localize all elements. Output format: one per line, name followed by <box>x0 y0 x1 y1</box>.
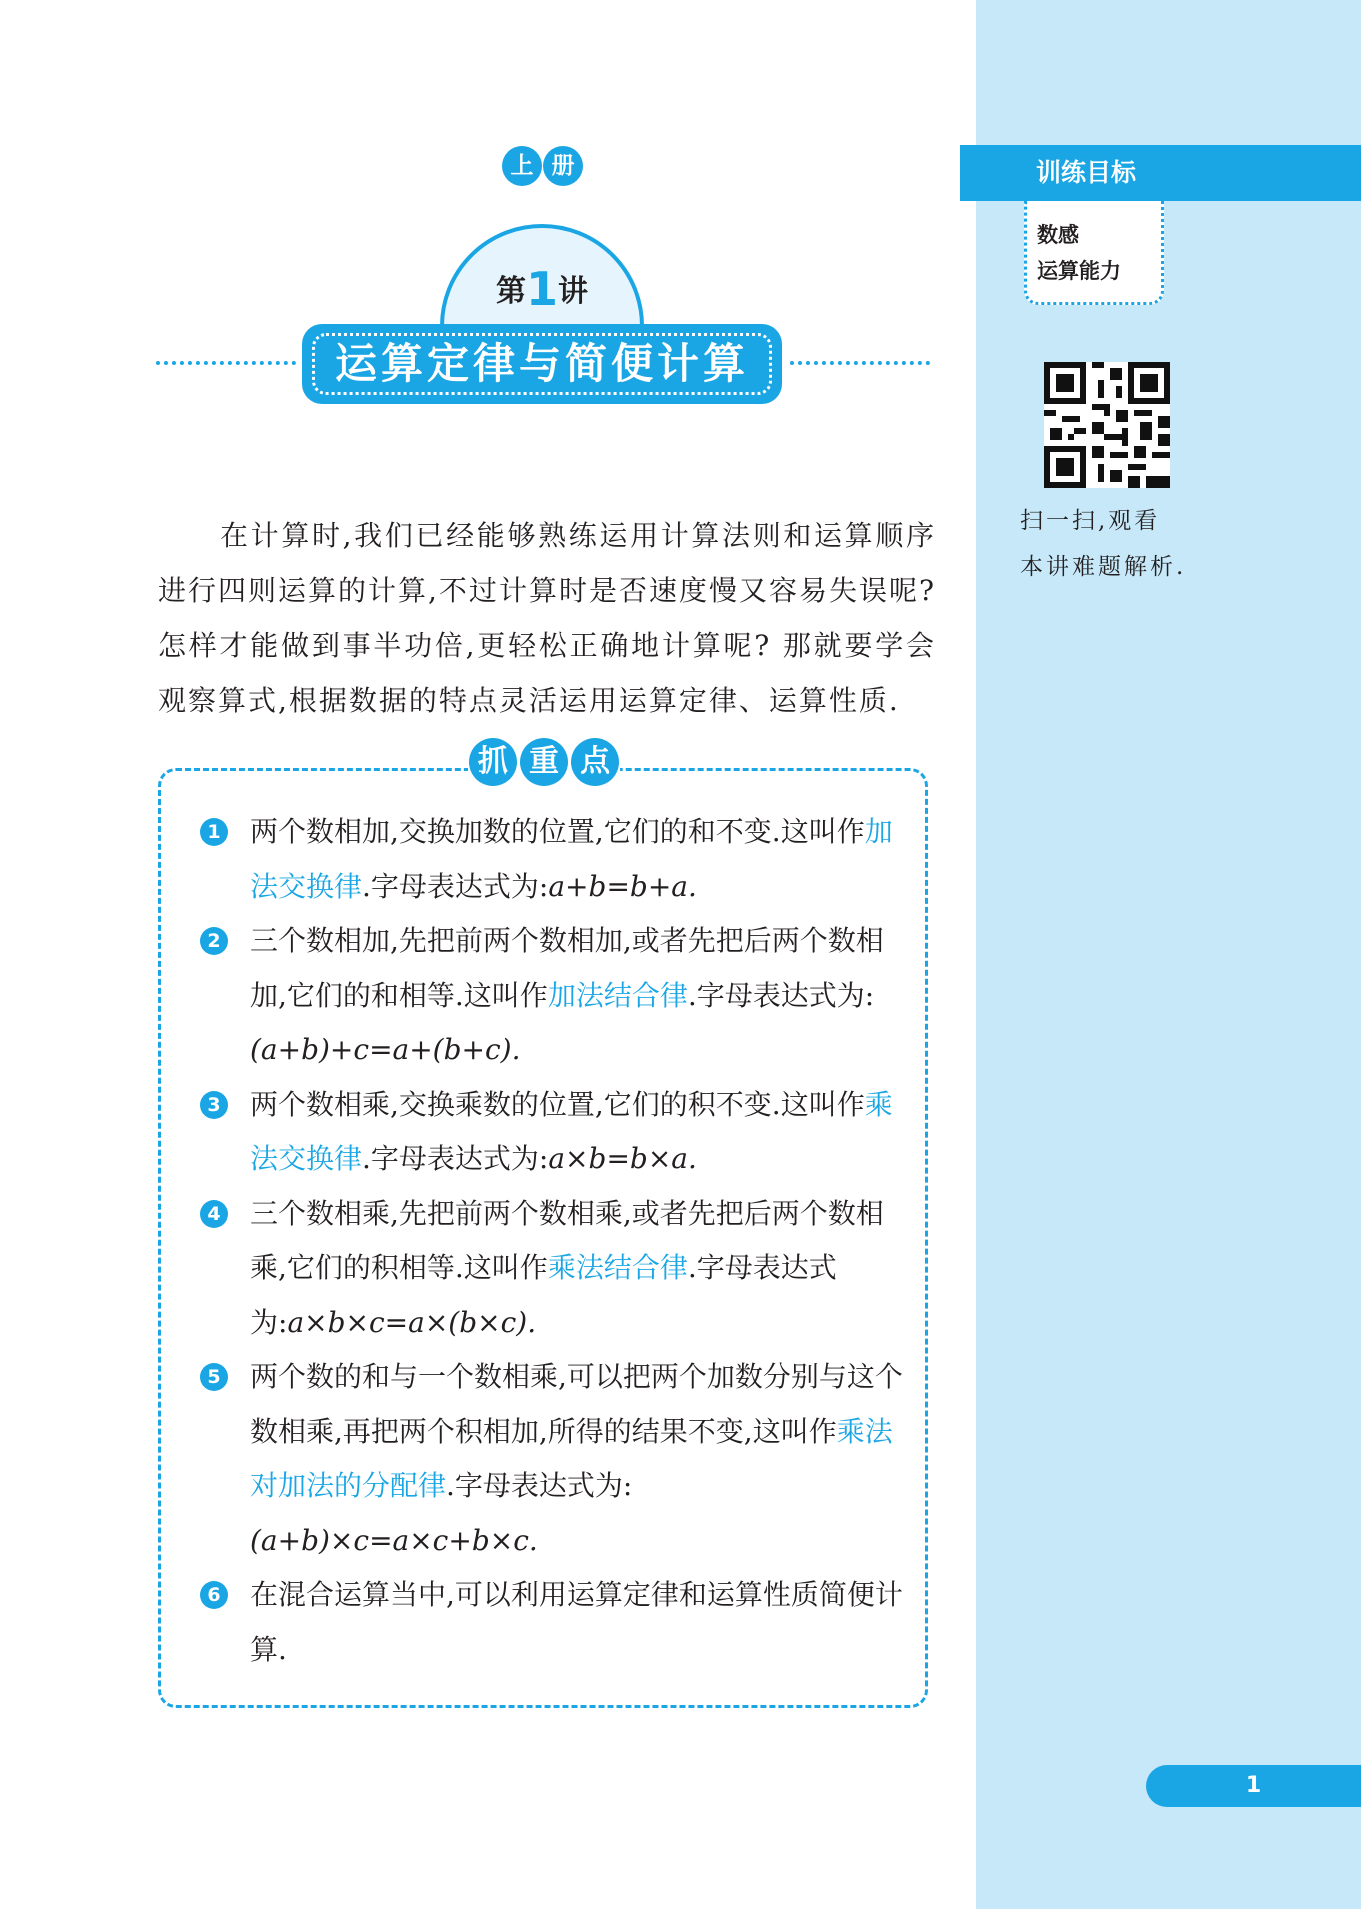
key-point-item <box>200 1078 905 1187</box>
volume-char: 册 <box>543 146 583 186</box>
goal-item: 运算能力 <box>1037 259 1121 283</box>
key-point-item <box>200 1350 905 1568</box>
page-number: 1 <box>1146 1765 1361 1807</box>
training-goal-box <box>1024 201 1164 305</box>
key-point-text: .字母表达式为: <box>362 1142 549 1175</box>
key-points-char: 点 <box>571 738 619 786</box>
formula: (a+b)×c=a×c+b×c. <box>250 1523 538 1557</box>
key-points-char: 抓 <box>469 738 517 786</box>
intro-paragraph <box>158 508 936 728</box>
key-point-item <box>200 914 905 1078</box>
key-point-text: .字母表达式为: <box>362 869 549 903</box>
key-point-text: 在混合运算当中,可以利用运算定律和运算性质简便计算. <box>250 1578 903 1666</box>
qr-code-icon <box>1044 362 1170 488</box>
scan-caption-line: 本讲难题解析. <box>1020 554 1187 580</box>
title-dotted-rule <box>156 361 296 365</box>
lecture-suffix: 讲 <box>558 274 588 309</box>
key-point-item <box>200 805 905 914</box>
key-point-item <box>200 1568 905 1677</box>
key-points-char: 重 <box>520 738 568 786</box>
scan-caption-line: 扫一扫,观看 <box>1020 508 1161 534</box>
key-point-number: 4 <box>200 1200 228 1228</box>
title-dotted-rule <box>790 361 930 365</box>
key-point-text: .字母表达式为: <box>250 1251 837 1339</box>
key-point-text: 两个数相乘,交换乘数的位置,它们的积不变.这叫作 <box>250 1087 865 1121</box>
key-point-text: 三个数相乘,先把前两个数相乘,或者先把后两个数相乘,它们的积相等.这叫作 <box>250 1196 884 1284</box>
volume-badge <box>502 146 584 186</box>
law-name: 乘法对加法的分配律 <box>250 1414 893 1502</box>
goal-item: 数感 <box>1037 223 1079 247</box>
intro-text: 在计算时,我们已经能够熟练运用计算法则和运算顺序进行四则运算的计算,不过计算时是否速度慢又容易失误呢?怎样才能做到事半功倍,更轻松正确地计算呢? 那就要学会观察算式,根据数据的特点灵活运用运算定律、运算性质. <box>158 519 936 717</box>
formula: (a+b)+c=a+(b+c). <box>250 1033 521 1066</box>
title-banner <box>302 324 782 404</box>
key-point-item <box>200 1187 905 1351</box>
key-point-number: 1 <box>200 818 228 846</box>
law-name: 乘法结合律 <box>547 1251 688 1284</box>
law-name: 加法交换律 <box>250 815 893 903</box>
key-point-text: 两个数的和与一个数相乘,可以把两个加数分别与这个数相乘,再把两个积相加,所得的结果不变,这叫作 <box>250 1360 903 1448</box>
scan-caption <box>1020 498 1200 590</box>
formula: a×b×c=a×(b×c). <box>287 1305 537 1339</box>
lecture-prefix: 第 <box>495 274 526 309</box>
qr-code[interactable] <box>1044 362 1170 488</box>
key-point-number: 2 <box>200 927 228 955</box>
key-point-text: .字母表达式为: <box>446 1469 633 1502</box>
volume-char: 上 <box>502 146 542 186</box>
key-point-text: .字母表达式为: <box>687 978 875 1012</box>
key-points-list <box>200 805 905 1677</box>
key-point-number: 5 <box>200 1363 228 1391</box>
formula: a×b=b×a. <box>548 1142 697 1175</box>
lecture-label <box>440 262 644 316</box>
key-point-number: 3 <box>200 1091 228 1119</box>
training-goal-tab: 训练目标 <box>960 145 1361 201</box>
law-name: 加法结合律 <box>547 978 688 1012</box>
page-title: 运算定律与简便计算 <box>334 339 749 388</box>
key-point-number: 6 <box>200 1581 228 1609</box>
formula: a+b=b+a. <box>548 869 697 903</box>
lecture-number: 1 <box>525 262 558 316</box>
key-points-title <box>468 738 620 788</box>
key-point-text: 三个数相加,先把前两个数相加,或者先把后两个数相加,它们的和相等.这叫作 <box>250 924 884 1012</box>
law-name: 乘法交换律 <box>250 1087 893 1175</box>
key-point-text: 两个数相加,交换加数的位置,它们的和不变.这叫作 <box>250 815 865 848</box>
